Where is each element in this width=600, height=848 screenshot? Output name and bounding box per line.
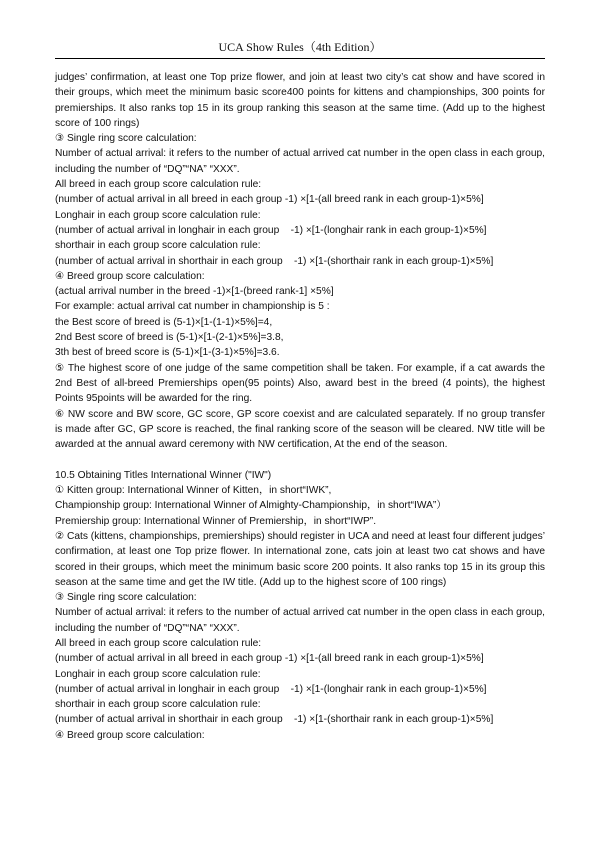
section-heading-iw: 10.5 Obtaining Titles International Winner ("IW") <box>55 469 272 481</box>
item-kitten-group: ① Kitten group: International Winner of Kitten，in short“IWK”, <box>55 485 332 497</box>
formula-shorthair-2: (number of actual arrival in shorthair in each group -1) ×[1-(shorthair rank in each group-1)×5%] <box>55 714 494 726</box>
item-premiership-group: Premiership group: International Winner of Premiership，in short“IWP”. <box>55 515 377 527</box>
heading-single-ring-score: ③ Single ring score calculation: <box>55 133 197 145</box>
section-spacer <box>55 452 545 467</box>
heading-breed-group-score-2: ④ Breed group score calculation: <box>55 729 205 741</box>
formula-longhair: (number of actual arrival in longhair in each group -1) ×[1-(longhair rank in each group-1)×5%] <box>55 224 487 236</box>
page-header: UCA Show Rules（4th Edition） <box>55 38 545 59</box>
label-shorthair-rule-2: shorthair in each group score calculation rule: <box>55 699 261 711</box>
item-championship-group: Championship group: International Winner of Almighty-Championship，in short“IWA”） <box>55 500 447 512</box>
heading-single-ring-score-2: ③ Single ring score calculation: <box>55 592 197 604</box>
paragraph-actual-arrival-2: Number of actual arrival: it refers to the number of actual arrived cat number in the open class in each group, including the number of “DQ”“NA” “XXX”. <box>55 607 545 634</box>
paragraph-judges-confirmation: judges’ confirmation, at least one Top prize flower, and join at least two city’s cat show and have scored in their groups, which meet the minimum basic score400 points for kittens and championships, 300 points for premierships. It also ranks top 15 in its group ranking this season at the same time. (Add up to the highest score of 100 rings) <box>55 72 545 129</box>
label-longhair-rule: Longhair in each group score calculation rule: <box>55 209 261 221</box>
label-shorthair-rule: shorthair in each group score calculation rule: <box>55 240 261 252</box>
paragraph-nw-bw-score: ⑥ NW score and BW score, GC score, GP score coexist and are calculated separately. If no group transfer is made after GC, GP score is reached, the final ranking score of the season will be cleared. NW title will be awarded at the annual award ceremony with NW certification, At the end of the season. <box>55 408 545 451</box>
example-2nd-best: 2nd Best score of breed is (5-1)×[1-(2-1)×5%]=3.8, <box>55 332 284 344</box>
heading-breed-group-score: ④ Breed group score calculation: <box>55 270 205 282</box>
label-all-breed-rule: All breed in each group score calculation rule: <box>55 179 262 191</box>
document-body <box>55 70 545 743</box>
example-best: the Best score of breed is (5-1)×[1-(1-1)×5%]=4, <box>55 316 273 328</box>
formula-shorthair: (number of actual arrival in shorthair in each group -1) ×[1-(shorthair rank in each group-1)×5%] <box>55 255 494 267</box>
paragraph-actual-arrival: Number of actual arrival: it refers to the number of actual arrived cat number in the open class in each group, including the number of “DQ”“NA” “XXX”. <box>55 148 545 175</box>
example-3rd-best: 3th best of breed score is (5-1)×[1-(3-1)×5%]=3.6. <box>55 347 280 359</box>
label-longhair-rule-2: Longhair in each group score calculation rule: <box>55 668 261 680</box>
example-intro: For example: actual arrival cat number in championship is 5 : <box>55 301 330 313</box>
paragraph-iw-requirements: ② Cats (kittens, championships, premierships) should register in UCA and need at least four different judges’ confirmation, at least one Top prize flower. In international zone, cats join at least two cat shows and have scored in their groups, which meet the minimum basic score 200 points. It also ranks top 15 in its group this season at the same time and get the IW title. (Add up to the highest score of 100 rings) <box>55 530 545 588</box>
label-all-breed-rule-2: All breed in each group score calculation rule: <box>55 637 262 649</box>
formula-all-breed-2: (number of actual arrival in all breed in each group -1) ×[1-(all breed rank in each group-1)×5%] <box>55 653 484 665</box>
formula-breed-group: (actual arrival number in the breed -1)×[1-(breed rank-1] ×5%] <box>55 286 334 298</box>
paragraph-highest-score-rule: ⑤ The highest score of one judge of the same competition shall be taken. For example, if a cat awards the 2nd Best of all-breed Premierships open(95 points) Also, award best in the breed (4 points), the highest Points 95points will be awarded for the ring. <box>55 362 545 405</box>
formula-all-breed: (number of actual arrival in all breed in each group -1) ×[1-(all breed rank in each group-1)×5%] <box>55 194 484 206</box>
formula-longhair-2: (number of actual arrival in longhair in each group -1) ×[1-(longhair rank in each group-1)×5%] <box>55 683 487 695</box>
